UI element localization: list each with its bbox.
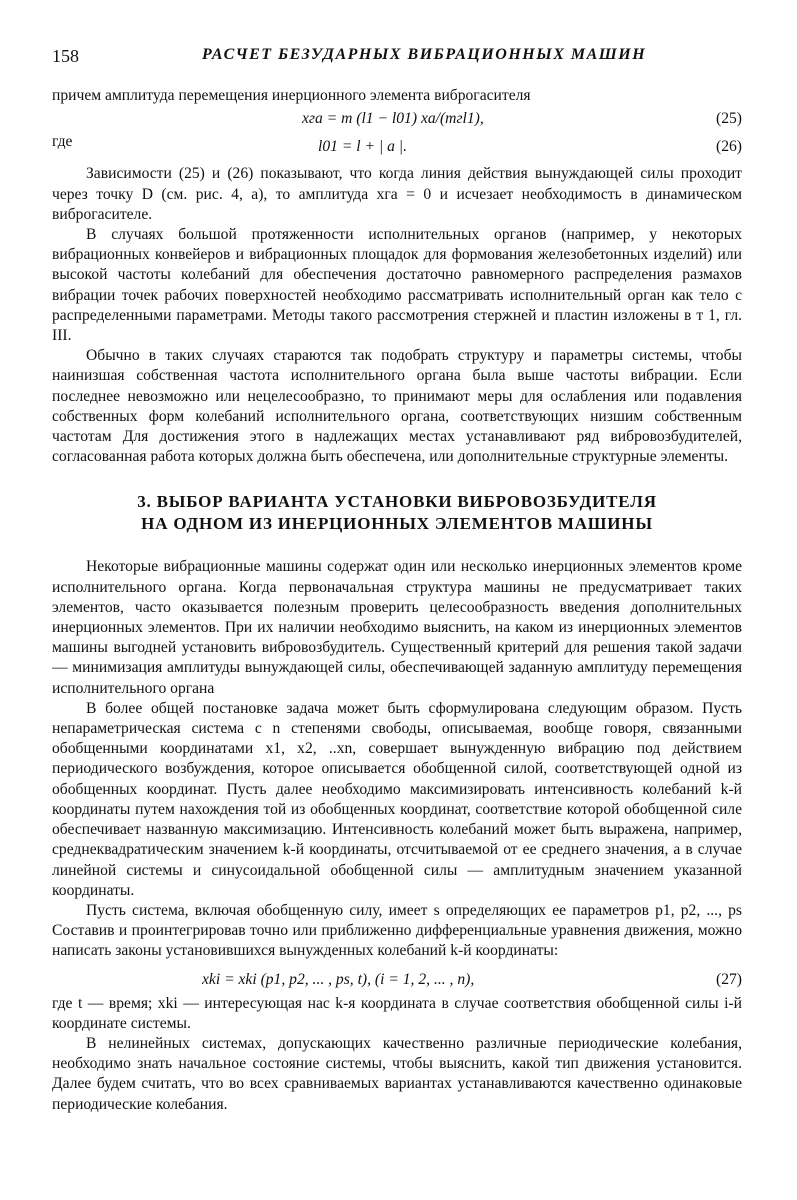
equation-27: [52, 962, 742, 994]
equation-27-number: (27): [716, 970, 742, 988]
equation-25-number: (25): [716, 110, 742, 128]
paragraph: Пусть система, включая обобщенную силу, имеет s определяющих ее параметров p1, p2, ..., ps Составив и проинтегрировав точно или приближенно дифференциальные уравнения движения, можно написать законы установившихся вынужденных колебаний k-й координаты:: [52, 901, 742, 960]
where-label: где: [52, 133, 73, 151]
section-heading-line-2: НА ОДНОМ ИЗ ИНЕРЦИОННЫХ ЭЛЕМЕНТОВ МАШИНЫ: [141, 514, 653, 534]
paragraph: В нелинейных системах, допускающих качественно различные периодические колебания, необходимо знать начальное состояние системы, чтобы выяснить, какой тип движения установится. Далее будем считать, что во всех сравниваемых вариантах устанавливаются качественно одинаковые периодические колебания.: [52, 1034, 742, 1113]
section-heading-line-1: 3. ВЫБОР ВАРИАНТА УСТАНОВКИ ВИБРОВОЗБУДИТЕЛЯ: [137, 492, 657, 512]
paragraph: где t — время; xki — интересующая нас k-я координата в случае соответствия обобщенной силы i-й координате системы.: [52, 994, 742, 1032]
paragraph: Обычно в таких случаях стараются так подобрать структуру и параметры системы, чтобы наинизшая собственная частота исполнительного органа была выше частоты вибрации. Если последнее невозможно или нецелесообразно, то принимают меры для ослабления или подавления собственных форм колебаний исполнительного органа, соответствующих низшим собственным частотам Для достижения этого в надлежащих местах устанавливают ряд вибровозбудителей, согласованная работа которых должна быть обеспечена, или дополнительные структурные элементы.: [52, 347, 742, 466]
page-number: 158: [52, 46, 79, 66]
page-body: [52, 86, 742, 1115]
equation-26-number: (26): [716, 138, 742, 156]
running-title: РАСЧЕТ БЕЗУДАРНЫХ ВИБРАЦИОННЫХ МАШИН: [202, 46, 647, 63]
paragraph: В более общей постановке задача может быть сформулирована следующим образом. Пусть непараметрическая система с n степенями свободы, описываемая, вообще говоря, связанными обобщенными координатами x1, x2, ..xn, совершает вынужденную вибрацию под действием периодического возбуждения, которое описывается обобщенной силой, соответствующей одной из обобщенных координат. Пусть далее необходимо максимизировать интенсивность колебаний k-й координаты путем нахождения той из обобщенных координат, соответствие которой обобщенной силе обеспечивает названную максимизацию. Интенсивность колебаний может быть выражена, например, среднеквадратическим значением k-й координаты, отсчитываемой от ее среднего значения, а в случае линейной системы и синусоидальной обобщенной силы — амплитудным значением указанной координаты.: [52, 699, 742, 899]
equation-27-formula: xki = xki (p1, p2, ... , ps, t), (i = 1, 2, ... , n),: [202, 970, 475, 988]
paragraph: Зависимости (25) и (26) показывают, что когда линия действия вынуждающей силы проходит через точку D (см. рис. 4, а), то амплитуда xга = 0 и исчезает необходимость в динамическом виброгасителе.: [52, 165, 742, 223]
equation-25: [52, 106, 742, 132]
equation-26: [52, 134, 742, 160]
running-header: [52, 46, 745, 70]
paragraph: Некоторые вибрационные машины содержат один или несколько инерционных элементов кроме исполнительного органа. Когда первоначальная структура машины не предусматривает таких элементов, часто оказывается полезным проверить целесообразность введения дополнительных инерционных элементов. При их наличии необходимо выяснить, на каком из инерционных элементов машины выгодней установить вибровозбудитель. Существенный критерий для решения такой задачи — минимизация амплитуды вынуждающей силы, обеспечивающей заданную амплитуду перемещения исполнительного органа: [52, 558, 742, 697]
equation-26-formula: l01 = l + | a |.: [318, 138, 407, 156]
equation-25-formula: xга = m (l1 − l01) xа/(mгl1),: [302, 110, 484, 128]
section-heading: [52, 491, 742, 535]
paragraph: В случаях большой протяженности исполнительных органов (например, у некоторых вибрационных конвейеров и вибрационных площадок для формования железобетонных изделий) или высокой частоты колебаний для обеспечения достаточно равномерного распределения размахов вибрации точек рабочих поверхностей необходимо рассматривать исполнительный орган как тело с распределенными параметрами. Методы такого рассмотрения стержней и пластин изложены в т 1, гл. III.: [52, 226, 742, 345]
lead-line: причем амплитуда перемещения инерционного элемента виброгасителя: [52, 87, 531, 104]
